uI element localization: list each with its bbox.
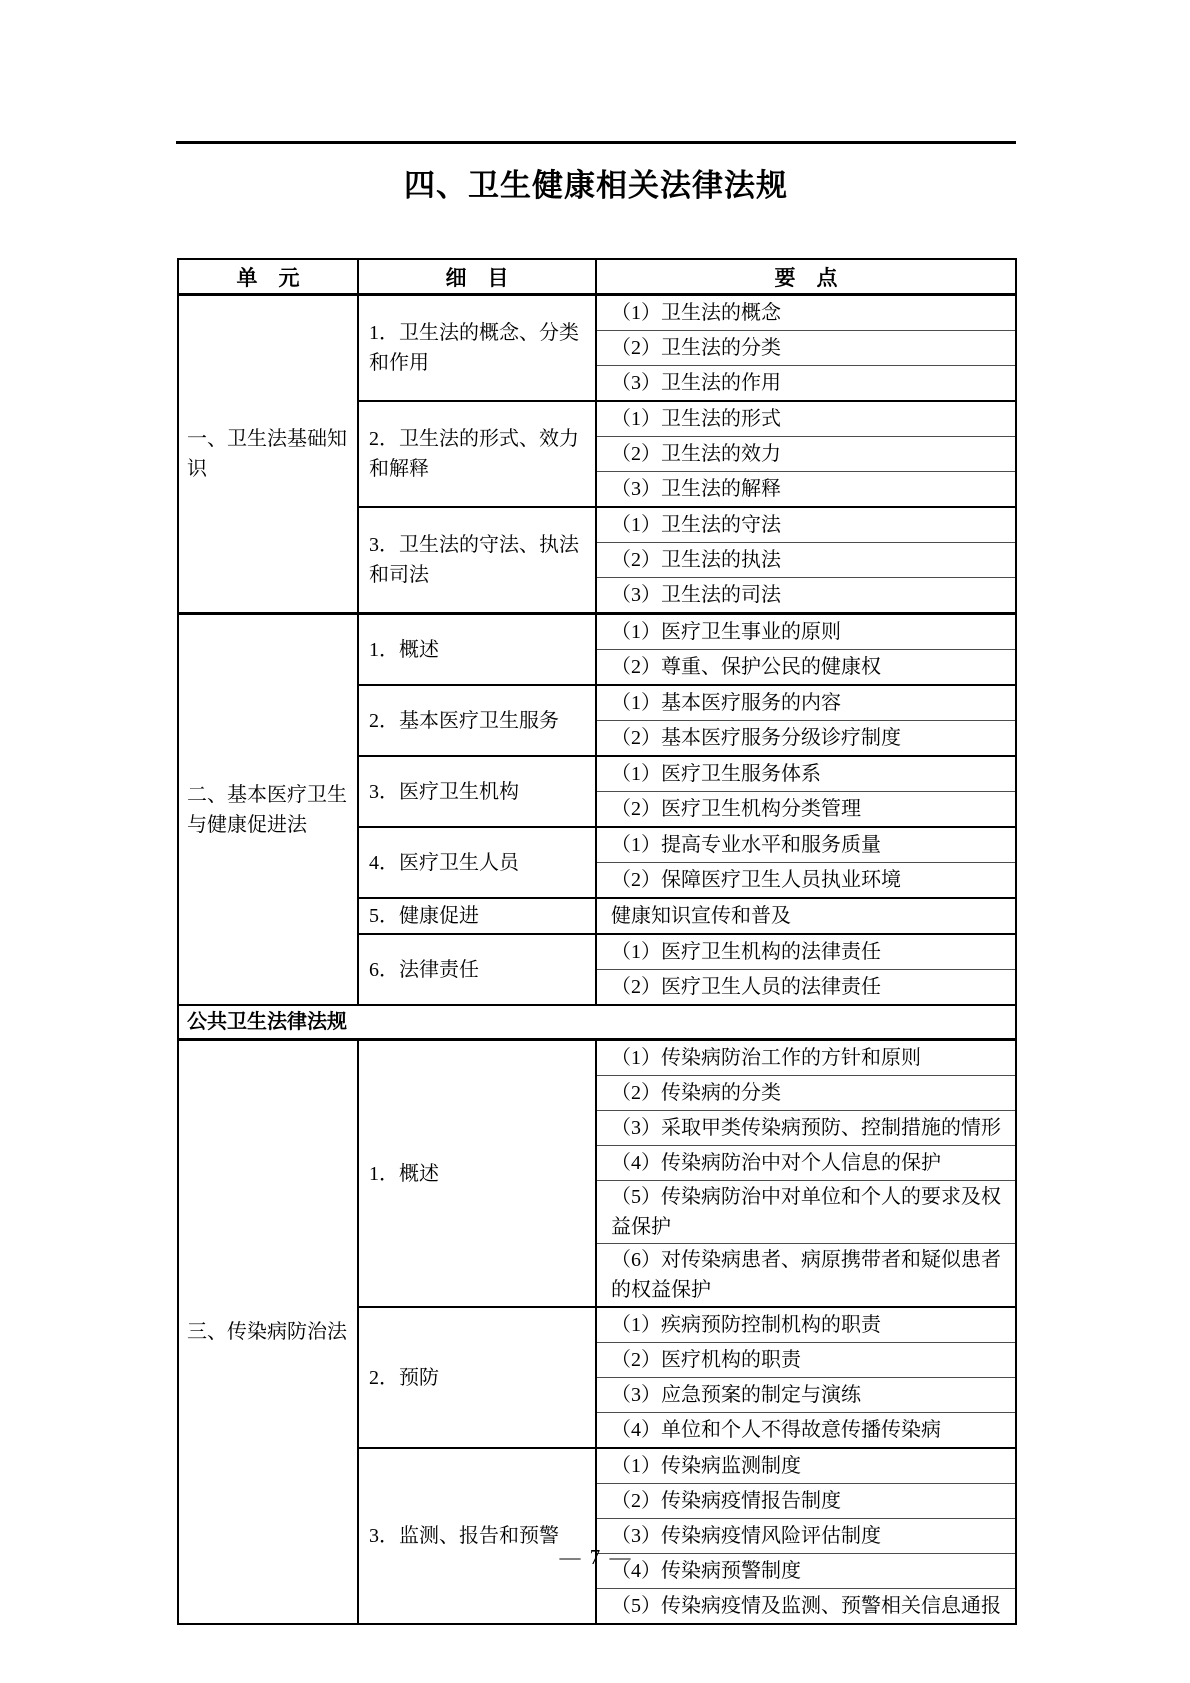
header-rule [176, 141, 1016, 144]
page-number: — 7 — [559, 1545, 633, 1569]
point-cell: （3）采取甲类传染病预防、控制措施的情形 [596, 1111, 1016, 1146]
point-cell: （1）医疗卫生机构的法律责任 [596, 934, 1016, 970]
point-cell: （2）保障医疗卫生人员执业环境 [596, 863, 1016, 899]
detail-cell: 4．医疗卫生人员 [358, 827, 596, 898]
point-cell: （5）传染病防治中对单位和个人的要求及权益保护 [596, 1181, 1016, 1244]
point-cell: （3）卫生法的作用 [596, 366, 1016, 402]
point-cell: （1）传染病防治工作的方针和原则 [596, 1040, 1016, 1076]
point-cell: （3）卫生法的解释 [596, 472, 1016, 508]
point-cell: （2）医疗机构的职责 [596, 1343, 1016, 1378]
point-cell: （2）传染病的分类 [596, 1076, 1016, 1111]
point-cell: （2）医疗卫生人员的法律责任 [596, 970, 1016, 1006]
syllabus-table [177, 258, 1017, 1625]
point-cell: （2）基本医疗服务分级诊疗制度 [596, 721, 1016, 757]
detail-cell: 2．卫生法的形式、效力和解释 [358, 401, 596, 507]
table-body [178, 295, 1016, 1625]
detail-cell: 2．基本医疗卫生服务 [358, 685, 596, 756]
unit-cell: 三、传染病防治法 [178, 1040, 358, 1625]
point-cell: （1）基本医疗服务的内容 [596, 685, 1016, 721]
point-cell: （1）疾病预防控制机构的职责 [596, 1307, 1016, 1343]
point-cell: （3）卫生法的司法 [596, 578, 1016, 614]
detail-cell: 1．概述 [358, 614, 596, 686]
table-row [178, 614, 1016, 650]
table-header-row [178, 259, 1016, 295]
detail-cell: 6．法律责任 [358, 934, 596, 1005]
point-cell: （2）卫生法的分类 [596, 331, 1016, 366]
point-cell: （1）卫生法的形式 [596, 401, 1016, 437]
point-cell: （2）卫生法的执法 [596, 543, 1016, 578]
point-cell: （2）传染病疫情报告制度 [596, 1484, 1016, 1519]
detail-cell: 3．医疗卫生机构 [358, 756, 596, 827]
column-header-detail: 细 目 [358, 259, 596, 295]
unit-cell: 二、基本医疗卫生与健康促进法 [178, 614, 358, 1006]
point-cell: （2）尊重、保护公民的健康权 [596, 650, 1016, 686]
point-cell: （1）医疗卫生服务体系 [596, 756, 1016, 792]
point-cell: （4）传染病防治中对个人信息的保护 [596, 1146, 1016, 1181]
point-cell: （4）传染病预警制度 [596, 1554, 1016, 1589]
section-divider-cell: 公共卫生法律法规 [178, 1005, 1016, 1040]
point-cell: （1）卫生法的概念 [596, 295, 1016, 331]
point-cell: （2）医疗卫生机构分类管理 [596, 792, 1016, 828]
table-row [178, 295, 1016, 331]
column-header-unit: 单 元 [178, 259, 358, 295]
point-cell: （4）单位和个人不得故意传播传染病 [596, 1413, 1016, 1449]
column-header-points: 要 点 [596, 259, 1016, 295]
point-cell: （5）传染病疫情及监测、预警相关信息通报 [596, 1589, 1016, 1625]
detail-cell: 1．卫生法的概念、分类和作用 [358, 295, 596, 402]
page-title: 四、卫生健康相关法律法规 [404, 168, 788, 203]
point-cell: （2）卫生法的效力 [596, 437, 1016, 472]
point-cell: （1）医疗卫生事业的原则 [596, 614, 1016, 650]
point-cell: （1）提高专业水平和服务质量 [596, 827, 1016, 863]
point-cell: （3）应急预案的制定与演练 [596, 1378, 1016, 1413]
point-cell: 健康知识宣传和普及 [596, 898, 1016, 934]
unit-cell: 一、卫生法基础知识 [178, 295, 358, 614]
section-divider-row [178, 1005, 1016, 1040]
point-cell: （1）卫生法的守法 [596, 507, 1016, 543]
point-cell: （3）传染病疫情风险评估制度 [596, 1519, 1016, 1554]
detail-cell: 5．健康促进 [358, 898, 596, 934]
point-cell: （6）对传染病患者、病原携带者和疑似患者的权益保护 [596, 1244, 1016, 1308]
detail-cell: 1．概述 [358, 1040, 596, 1308]
point-cell: （1）传染病监测制度 [596, 1448, 1016, 1484]
detail-cell: 3．卫生法的守法、执法和司法 [358, 507, 596, 614]
detail-cell: 2．预防 [358, 1307, 596, 1448]
table-row [178, 1040, 1016, 1076]
detail-cell: 3．监测、报告和预警 [358, 1448, 596, 1624]
